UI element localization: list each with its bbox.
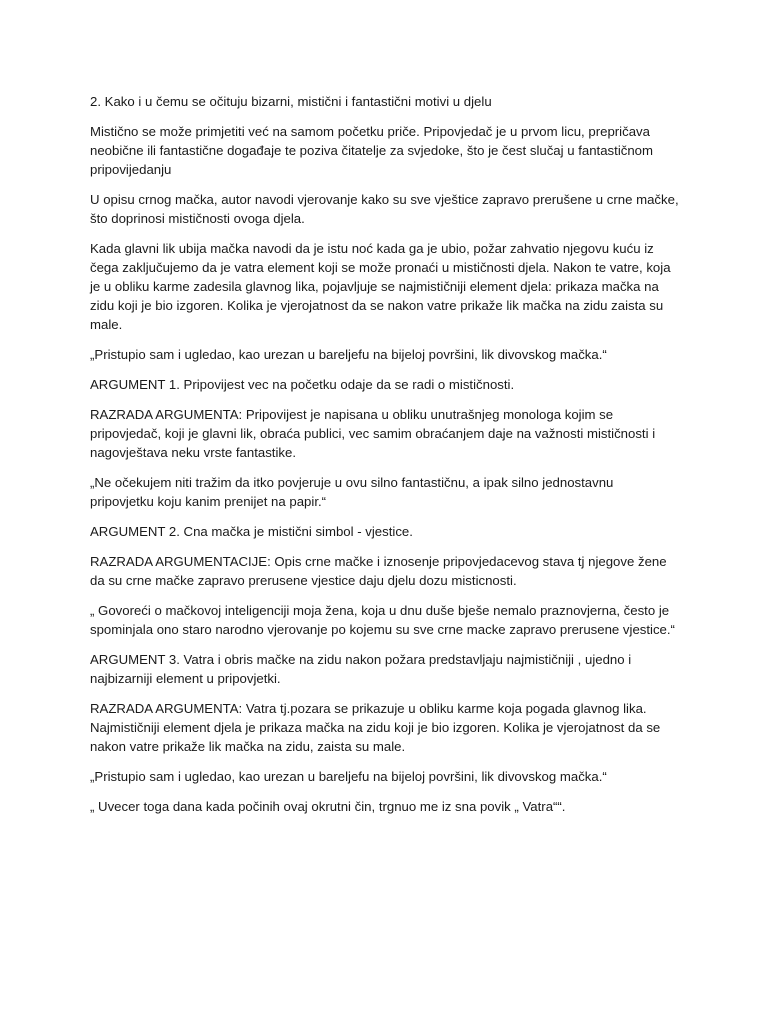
fire-paragraph: Kada glavni lik ubija mačka navodi da je istu noć kada ga je ubio, požar zahvatio njegovu kuću iz čega zaključujemo da je vatra element koji se može pronaći u mističnosti djela. Nakon te vatre, koja je u obliku karme zadesila glavnog lika, pojavljuje se najmističniji element djela: prikaza mačka na zidu koji je bio izgoren. Kolika je vjerojatnost da se nakon vatre prikaže lik mačka na zidu zaista su male. [90, 241, 671, 332]
quote-paragraph: „ Govoreći o mačkovoj inteligenciji moja žena, koja u dnu duše bješe nemalo praznovjerna, često je spominjala ono staro narodno vjerovanje po kojemu su sve crne macke zapravo prerusene vjestice.“ [90, 603, 675, 637]
document-body [90, 92, 680, 827]
argument-2-elaboration: RAZRADA ARGUMENTACIJE: Opis crne mačke i iznosenje pripovjedacevog stava tj njegove žene da su crne mačke zapravo prerusene vjestice daju djelu dozu misticnosti. [90, 554, 667, 588]
intro-paragraph: Mistično se može primjetiti već na samom početku priče. Pripovjedač je u prvom licu, prepričava neobične ili fantastične događaje te poziva čitatelje za svjedoke, što je čest slučaj u fantastičnom pripovijedanju [90, 124, 653, 177]
question-heading: 2. Kako i u čemu se očituju bizarni, mistični i fantastični motivi u djelu [90, 94, 492, 109]
quote-paragraph: „ Uvecer toga dana kada počinih ovaj okrutni čin, trgnuo me iz sna povik „ Vatra““. [90, 799, 566, 814]
argument-3: ARGUMENT 3. Vatra i obris mačke na zidu nakon požara predstavljaju najmističniji , ujedno i najbizarniji element u pripovjetki. [90, 652, 632, 686]
argument-2: ARGUMENT 2. Cna mačka je mistični simbol - vjestice. [90, 524, 413, 539]
argument-1-elaboration: RAZRADA ARGUMENTA: Pripovijest je napisana u obliku unutrašnjeg monologa kojim se pripovjedač, koji je glavni lik, obraća publici, vec samim obraćanjem daje na važnosti mističnosti i nagovještava neku vrste fantastike. [90, 407, 656, 460]
argument-3-elaboration: RAZRADA ARGUMENTA: Vatra tj.pozara se prikazuje u obliku karme koja pogada glavnog lika. Najmističniji element djela je prikaza mačka na zidu koji je bio izgoren. Kolika je vjerojatnost da se nakon vatre prikaže lik mačka na zidu, zaista su male. [90, 701, 661, 754]
quote-paragraph: „Pristupio sam i ugledao, kao urezan u bareljefu na bijeloj površini, lik divovskog mačka.“ [90, 347, 607, 362]
argument-1: ARGUMENT 1. Pripovijest vec na početku odaje da se radi o mističnosti. [90, 377, 515, 392]
black-cat-paragraph: U opisu crnog mačka, autor navodi vjerovanje kako su sve vještice zapravo prerušene u crne mačke, što doprinosi mističnosti ovoga djela. [90, 192, 679, 226]
quote-paragraph: „Pristupio sam i ugledao, kao urezan u bareljefu na bijeloj površini, lik divovskog mačka.“ [90, 769, 607, 784]
quote-paragraph: „Ne očekujem niti tražim da itko povjeruje u ovu silno fantastičnu, a ipak silno jednostavnu pripovjetku koju kanim prenijet na papir.“ [90, 475, 614, 509]
